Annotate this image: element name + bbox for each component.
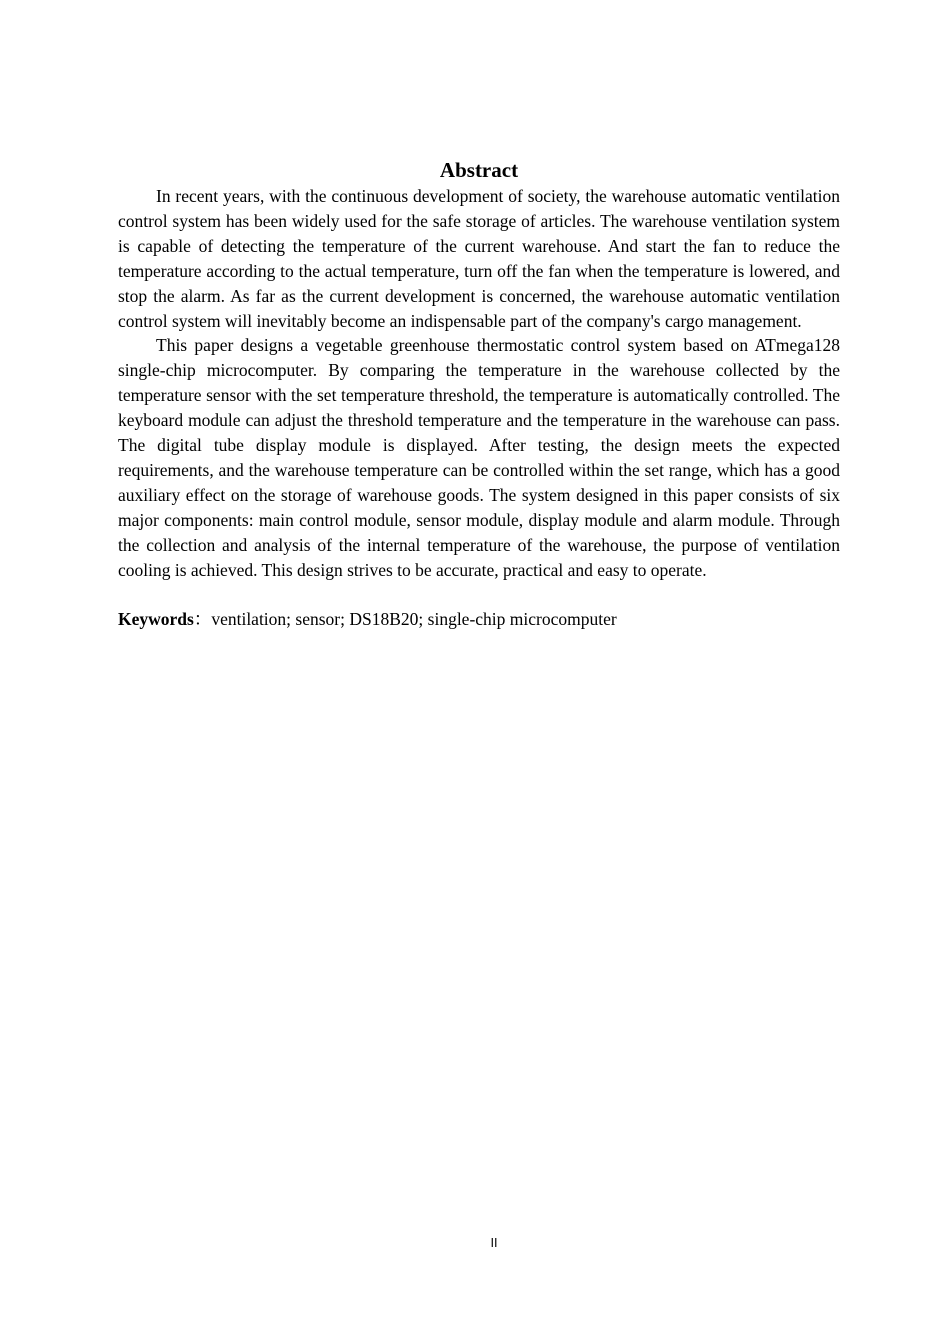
abstract-section <box>118 156 840 631</box>
page-number: II <box>490 1236 498 1250</box>
keywords-line <box>118 607 840 632</box>
keywords-list: ventilation; sensor; DS18B20; single-chip microcomputer <box>211 608 617 629</box>
keywords-label: Keywords <box>118 608 194 629</box>
abstract-paragraph-1: In recent years, with the continuous development of society, the warehouse automatic ventilation control system has been widely used for the safe storage of articles. The warehouse ventilation system is capable of detecting the temperature of the current warehouse. And start the fan to reduce the temperature according to the actual temperature, turn off the fan when the temperature is lowered, and stop the alarm. As far as the current development is concerned, the warehouse automatic ventilation control system will inevitably become an indispensable part of the company's cargo management. <box>118 186 840 331</box>
abstract-paragraph-2: This paper designs a vegetable greenhouse thermostatic control system based on ATmega128 single-chip microcomputer. By comparing the temperature in the warehouse collected by the temperature sensor with the set temperature threshold, the temperature is automatically controlled. The keyboard module can adjust the threshold temperature and the temperature in the warehouse can pass. The digital tube display module is displayed. After testing, the design meets the expected requirements, and the warehouse temperature can be controlled within the set range, which has a good auxiliary effect on the storage of warehouse goods. The system designed in this paper consists of six major components: main control module, sensor module, display module and alarm module. Through the collection and analysis of the internal temperature of the warehouse, the purpose of ventilation cooling is achieved. This design strives to be accurate, practical and easy to operate. <box>118 335 840 580</box>
abstract-title: Abstract <box>439 158 519 182</box>
keywords-separator: ： <box>193 608 212 629</box>
